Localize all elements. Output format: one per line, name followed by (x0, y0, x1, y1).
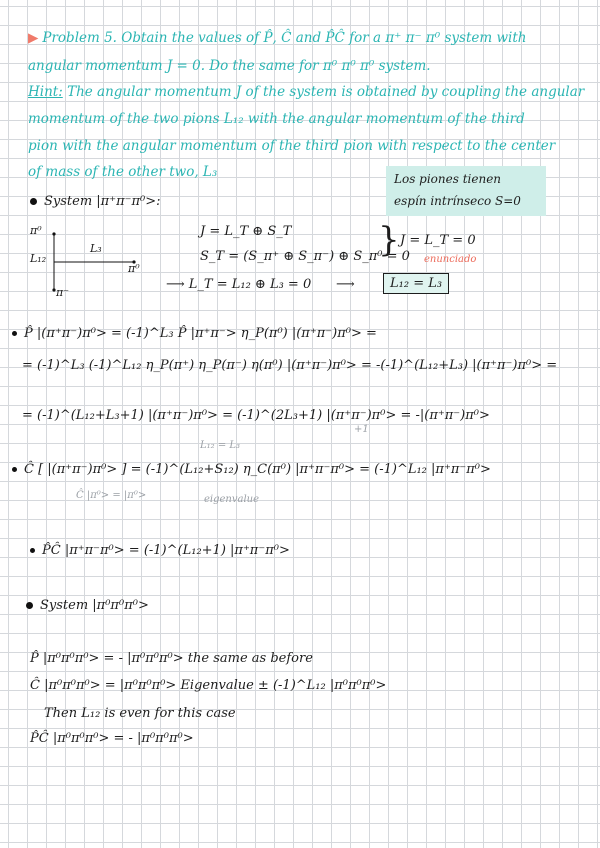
pi0-right-label: π⁰ (128, 262, 140, 275)
pi0-top-label: π⁰ (30, 224, 42, 237)
hint-line-3: pion with the angular momentum of the third pion with respect to the center (28, 138, 556, 154)
parity-line-1 (12, 326, 377, 341)
system-2-title: System |π⁰π⁰π⁰> (40, 598, 149, 613)
bullet-icon (30, 548, 35, 553)
pc-text-1: P̂Ĉ |π⁺π⁻π⁰> = (-1)^(L₁₂+1) |π⁺π⁻π⁰> (42, 543, 290, 558)
pion-diagram-lines (28, 222, 168, 302)
system-2-line-2: Ĉ |π⁰π⁰π⁰> = |π⁰π⁰π⁰> Eigenvalue ± (-1)^L₁₂ |π⁰π⁰π⁰> (30, 678, 387, 693)
parity-text-1: P̂ |(π⁺π⁻)π⁰> = (-1)^L₃ P̂ |π⁺π⁻> η_P(π⁰) |(π⁺π⁻)π⁰> = (24, 326, 377, 341)
result-l-arrow (336, 277, 355, 292)
system-2-heading (26, 598, 149, 613)
result-j: J = L_T = 0 (400, 233, 476, 248)
hint-line-2: momentum of the two pions L₁₂ with the angular momentum of the third (28, 111, 525, 127)
arrow-right-icon: ⟶ (166, 277, 185, 292)
hint-line-1 (28, 84, 584, 100)
charge-line-1 (12, 462, 491, 477)
pion-diagram (28, 222, 168, 302)
eq-j-total: J = L_T ⊕ S_T (200, 224, 292, 239)
problem-text-1: Problem 5. Obtain the values of P̂, Ĉ and P̂Ĉ for a π⁺ π⁻ π⁰ system with (42, 30, 527, 46)
bullet-icon (12, 331, 17, 336)
spin-note-line-2: espín intrínseco S=0 (394, 194, 521, 208)
parity-annotation-2: +1 (354, 424, 369, 435)
system-2-line-3: Then L₁₂ is even for this case (44, 706, 236, 721)
hint-text-1: The angular momentum J of the system is obtained by coupling the angular (67, 84, 585, 100)
hint-line-4: of mass of the other two, L₃ (28, 164, 218, 180)
eq-l-total (166, 277, 311, 292)
system-2-line-4: P̂Ĉ |π⁰π⁰π⁰> = - |π⁰π⁰π⁰> (30, 731, 194, 746)
parity-annotation-1: L₁₂ = L₃ (200, 440, 241, 451)
bullet-icon (30, 198, 37, 205)
pi-minus-label: π⁻ (56, 286, 70, 299)
bullet-icon (26, 602, 33, 609)
brace-icon: } (378, 220, 400, 260)
problem-line-1 (28, 30, 526, 46)
eigenvalue-note: eigenvalue (204, 494, 260, 505)
hint-label: Hint: (28, 84, 63, 100)
pc-line-1 (30, 543, 290, 558)
l12-label: L₁₂ (30, 252, 47, 265)
bullet-icon (12, 467, 17, 472)
l3-label: L₃ (90, 242, 102, 255)
spin-note-line-1: Los piones tienen (394, 172, 502, 186)
system-2-line-1: P̂ |π⁰π⁰π⁰> = - |π⁰π⁰π⁰> the same as before (30, 651, 313, 666)
charge-note: Ĉ |π⁰> = |π⁰> (76, 490, 147, 501)
eq-spin-total: S_T = (S_π⁺ ⊕ S_π⁻) ⊕ S_π⁰ = 0 (200, 249, 410, 264)
enunciado-note: enunciado (424, 254, 477, 265)
eq-l-total-text: L_T = L₁₂ ⊕ L₃ = 0 (188, 277, 312, 292)
parity-line-3: = (-1)^(L₁₂+L₃+1) |(π⁺π⁻)π⁰> = (-1)^(2L₃+1) |(π⁺π⁻)π⁰> = -|(π⁺π⁻)π⁰> (22, 408, 490, 423)
system-1-heading (30, 194, 161, 209)
arrow-right-icon: ⟶ (336, 277, 355, 292)
result-l12-box: L₁₂ = L₃ (383, 273, 449, 294)
system-1-title: System |π⁺π⁻π⁰>: (44, 194, 161, 209)
charge-text-1: Ĉ [ |(π⁺π⁻)π⁰> ] = (-1)^(L₁₂+S₁₂) η_C(π⁰) |π⁺π⁻π⁰> = (-1)^L₁₂ |π⁺π⁻π⁰> (24, 462, 491, 477)
spin-note (386, 166, 546, 216)
triangle-bullet-icon: ▶ (28, 30, 39, 46)
problem-line-2: angular momentum J = 0. Do the same for π⁰ π⁰ π⁰ system. (28, 58, 431, 74)
parity-line-2: = (-1)^L₃ (-1)^L₁₂ η_P(π⁺) η_P(π⁻) η(π⁰) |(π⁺π⁻)π⁰> = -(-1)^(L₁₂+L₃) |(π⁺π⁻)π⁰> = (22, 358, 558, 373)
